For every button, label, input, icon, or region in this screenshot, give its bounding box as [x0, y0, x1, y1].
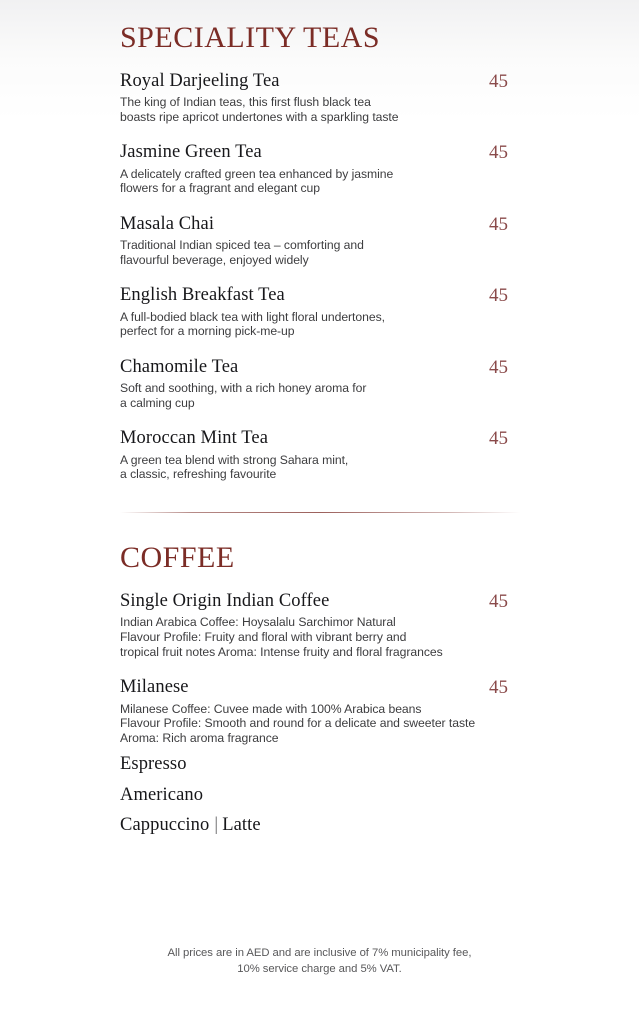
- item-name: Jasmine Green Tea: [120, 142, 262, 163]
- section-heading-coffee: COFFEE: [120, 541, 235, 575]
- menu-item: [120, 285, 529, 338]
- item-description: [120, 95, 529, 124]
- description-line: flavourful beverage, enjoyed widely: [120, 252, 309, 267]
- menu-item: [120, 357, 529, 410]
- item-name: Chamomile Tea: [120, 356, 239, 377]
- item-name: Cappuccino: [120, 814, 210, 835]
- description-line: Traditional Indian spiced tea – comforting and: [120, 238, 364, 253]
- description-line: The king of Indian teas, this first flush black tea: [120, 95, 371, 110]
- item-price: 45: [489, 285, 508, 307]
- menu-item-plain: [120, 754, 529, 775]
- item-description: [120, 615, 529, 659]
- menu-item: [120, 214, 529, 267]
- item-name: English Breakfast Tea: [120, 285, 285, 306]
- description-line: A green tea blend with strong Sahara mint,: [120, 452, 349, 467]
- item-description: [120, 167, 529, 196]
- item-name: Single Origin Indian Coffee: [120, 591, 330, 612]
- menu-item: [120, 591, 529, 659]
- item-name: Royal Darjeeling Tea: [120, 71, 280, 91]
- description-line: flowers for a fragrant and elegant cup: [120, 181, 320, 196]
- menu-item: [120, 428, 529, 481]
- item-price: 45: [489, 591, 508, 613]
- item-description: [120, 453, 529, 482]
- item-name: Masala Chai: [120, 213, 215, 234]
- description-line: Flavour Profile: Smooth and round for a delicate and sweeter taste: [120, 716, 476, 731]
- item-price: 45: [489, 677, 508, 699]
- description-line: Indian Arabica Coffee: Hoysalalu Sarchimor Natural: [120, 615, 396, 630]
- description-line: a calming cup: [120, 395, 195, 410]
- description-line: A full-bodied black tea with light floral undertones,: [120, 309, 385, 324]
- footer-line: All prices are in AED and are inclusive of 7% municipality fee,: [167, 947, 472, 959]
- item-description: [120, 310, 529, 339]
- item-price: 45: [489, 428, 508, 450]
- item-description: [120, 381, 529, 410]
- item-price: 45: [489, 142, 508, 164]
- item-price: 45: [489, 356, 508, 378]
- item-name-secondary: Latte: [222, 814, 261, 835]
- item-name: Espresso: [120, 754, 187, 775]
- description-line: A delicately crafted green tea enhanced by jasmine: [120, 166, 394, 181]
- item-name: Moroccan Mint Tea: [120, 428, 269, 449]
- menu-item-plain: [120, 815, 529, 836]
- footer-disclaimer: [0, 946, 639, 977]
- item-price: 45: [489, 213, 508, 235]
- description-line: a classic, refreshing favourite: [120, 467, 277, 482]
- description-line: tropical fruit notes Aroma: Intense fruity and floral fragrances: [120, 644, 443, 659]
- menu-item: [120, 677, 529, 745]
- item-name: Americano: [120, 784, 204, 805]
- description-line: Aroma: Rich aroma fragrance: [120, 730, 279, 745]
- description-line: Flavour Profile: Fruity and floral with vibrant berry and: [120, 630, 407, 645]
- description-line: Milanese Coffee: Cuvee made with 100% Arabica beans: [120, 701, 422, 716]
- item-price: 45: [489, 71, 508, 92]
- footer-line: 10% service charge and 5% VAT.: [237, 962, 402, 975]
- menu-item: [120, 142, 529, 195]
- item-description: [120, 238, 529, 267]
- item-description: [120, 702, 529, 746]
- item-name-separator: |: [214, 814, 219, 835]
- menu-item: [120, 71, 529, 124]
- description-line: Soft and soothing, with a rich honey aroma for: [120, 381, 367, 396]
- description-line: boasts ripe apricot undertones with a sparkling taste: [120, 109, 399, 124]
- item-name: Milanese: [120, 677, 189, 698]
- menu-item-plain: [120, 785, 529, 806]
- description-line: perfect for a morning pick-me-up: [120, 324, 295, 339]
- section-heading-speciality-teas: SPECIALITY TEAS: [120, 21, 381, 54]
- spacer: [120, 513, 529, 543]
